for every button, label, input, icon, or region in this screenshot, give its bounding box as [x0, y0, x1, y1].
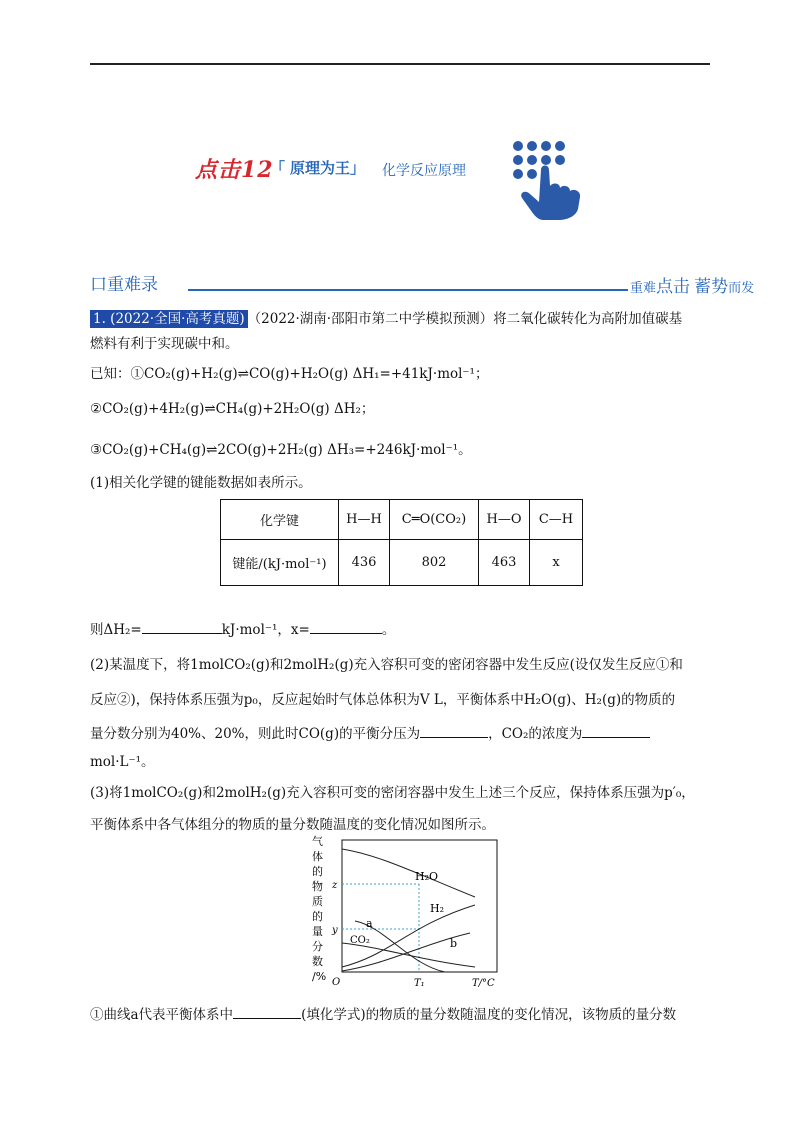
equation-2: ②CO₂(g)+4H₂(g)⇌CH₄(g)+2H₂O(g) ΔH₂； — [90, 401, 375, 417]
banner-title: 原理为王 — [290, 159, 351, 177]
label-h2: H₂ — [430, 902, 445, 915]
part-1-intro: (1)相关化学键的键能数据如表所示。 — [90, 475, 312, 491]
part-2-unit: mol·L⁻¹。 — [90, 754, 155, 770]
answer-dh2-label: 则ΔH₂= — [90, 622, 142, 638]
answer-end: 。 — [381, 622, 396, 638]
table-header-cell: H—H — [339, 500, 390, 540]
table-row-label: 键能/(kJ·mol⁻¹) — [221, 540, 339, 586]
answer-blank-co2-conc[interactable] — [582, 723, 650, 738]
answer-blank-dh2[interactable] — [142, 619, 222, 634]
equation-1-line — [90, 364, 488, 384]
pointing-hand-icon — [508, 134, 603, 224]
table-cell: 463 — [479, 540, 530, 586]
bracket-close: 」 — [350, 159, 366, 177]
sub-question-1-start: ①曲线a代表平衡体系中 — [90, 1007, 234, 1023]
part-3-line-2: 平衡体系中各气体组分的物质的量分数随温度的变化情况如图所示。 — [90, 817, 495, 833]
banner-logo: 点击12 — [195, 157, 274, 183]
table-header-cell: 化学键 — [221, 500, 339, 540]
known-label: 已知： — [90, 366, 131, 382]
label-co2: CO₂ — [350, 935, 370, 946]
answer-blank-x[interactable] — [310, 619, 382, 634]
label-a: a — [366, 917, 373, 930]
part-2-line-1: (2)某温度下，将1molCO₂(g)和2molH₂(g)充入容积可变的密闭容器中发生反应(设仅发生反应①和 — [90, 657, 683, 673]
slogan-part-3: 蓄势 — [694, 277, 729, 297]
origin-label: O — [332, 977, 341, 988]
equation-3: ③CO₂(g)+CH₄(g)⇌2CO(g)+2H₂(g) ΔH₃=+246kJ·mol⁻¹。 — [90, 442, 472, 458]
tick-z: z — [332, 880, 338, 891]
part-2-co-text: 量分数分别为40%、20%，则此时CO(g)的平衡分压为 — [90, 726, 421, 742]
top-rule — [90, 63, 710, 65]
tick-y: y — [332, 925, 338, 936]
source-badge[interactable]: 1. (2022·全国·高考真题) — [90, 310, 248, 328]
label-h2o: H₂O — [415, 870, 439, 883]
section-underline — [188, 289, 628, 291]
slogan-part-2: 点击 — [656, 277, 691, 297]
part-1-answer-line — [90, 619, 395, 640]
sub-question-1-end: (填化学式)的物质的量分数随温度的变化情况，该物质的量分数 — [301, 1007, 677, 1023]
tick-t1: T₁ — [414, 978, 425, 989]
question-intro: 燃料有利于实现碳中和。 — [90, 336, 239, 352]
bond-energy-table — [220, 499, 583, 586]
y-axis-label: 气体的物质的量分数/% — [312, 835, 327, 983]
equation-1: ①CO₂(g)+H₂(g)⇌CO(g)+H₂O(g) ΔH₁=+41kJ·mol⁻¹； — [130, 366, 489, 382]
part-2-co2-text: ，CO₂的浓度为 — [488, 726, 583, 742]
table-cell: 436 — [339, 540, 390, 586]
answer-blank-co-pressure[interactable] — [420, 723, 488, 738]
table-cell: x — [530, 540, 583, 586]
answer-x-label: x= — [290, 622, 310, 638]
label-b: b — [450, 937, 458, 950]
section-slogan — [630, 272, 754, 297]
slogan-part-1: 重难 — [630, 281, 657, 296]
table-header-cell: H—O — [479, 500, 530, 540]
slogan-part-4: 而发 — [728, 281, 755, 296]
bracket-open: 「 — [270, 159, 286, 177]
table-header-cell: C═O(CO₂) — [390, 500, 479, 540]
part-3-line-1: (3)将1molCO₂(g)和2molH₂(g)充入容积可变的密闭容器中发生上述三个反应，保持体系压强为p′₀， — [90, 785, 695, 801]
section-title: 口重难录 — [90, 275, 158, 295]
table-row — [221, 540, 583, 586]
part-2-line-3 — [90, 723, 650, 744]
table-header-row — [221, 500, 583, 540]
table-header-cell: C—H — [530, 500, 583, 540]
mole-fraction-chart — [300, 835, 500, 1000]
section-header — [90, 270, 755, 297]
table-cell: 802 — [390, 540, 479, 586]
answer-unit: kJ·mol⁻¹， — [221, 622, 291, 638]
curve-h2o — [342, 849, 475, 897]
x-axis-label: T/°C — [472, 978, 495, 989]
question-line-1 — [90, 309, 682, 329]
sub-question-1 — [90, 1004, 676, 1025]
banner-subtitle: 化学反应原理 — [382, 163, 466, 179]
answer-blank-curve-a[interactable] — [233, 1004, 301, 1019]
question-source: （2022·湖南·邵阳市第二中学模拟预测）将二氧化碳转化为高附加值碳基 — [247, 311, 683, 327]
part-2-line-2: 反应②)，保持体系压强为p₀，反应起始时气体总体积为V L，平衡体系中H₂O(g)、H₂(g)的物质的 — [90, 692, 676, 708]
